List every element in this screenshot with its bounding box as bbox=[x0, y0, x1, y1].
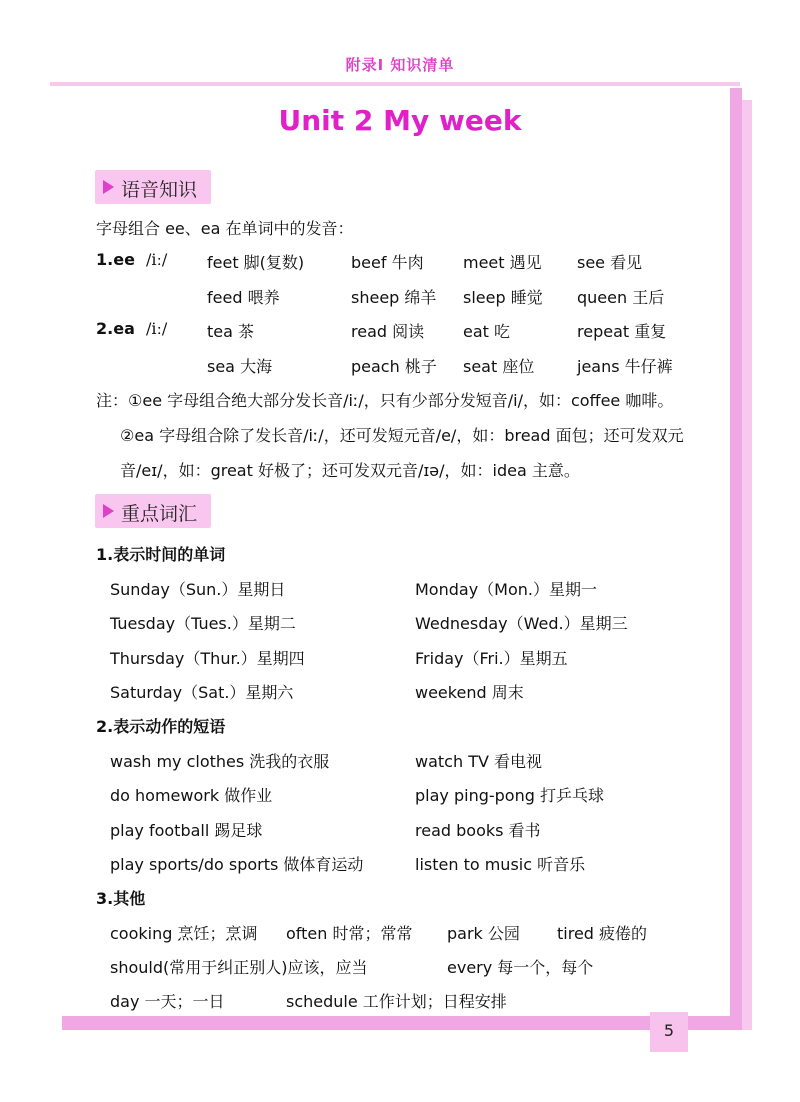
vocab-item: watch TV 看电视 bbox=[415, 752, 542, 771]
note-line: 注：①ee 字母组合绝大部分发长音/iː/，只有少部分发短音/i/，如：coffee 咖啡。 bbox=[96, 391, 674, 410]
vocab-item: tired 疲倦的 bbox=[557, 924, 648, 943]
section-label: 重点词汇 bbox=[121, 503, 198, 525]
vocab-item: Saturday（Sat.）星期六 bbox=[110, 683, 294, 702]
section-tag-vocab bbox=[95, 494, 211, 528]
play-arrow-icon bbox=[103, 180, 114, 194]
word-item: seat 座位 bbox=[463, 357, 535, 376]
page-number: 5 bbox=[650, 1012, 688, 1052]
subsection-title: 3.其他 bbox=[96, 889, 146, 908]
vocab-item: play ping-pong 打乒乓球 bbox=[415, 786, 604, 805]
group-ipa: /iː/ bbox=[146, 250, 168, 269]
header-rule bbox=[50, 82, 740, 86]
vocab-item: Friday（Fri.）星期五 bbox=[415, 649, 568, 668]
vocab-item: do homework 做作业 bbox=[110, 786, 273, 805]
vocab-item: Thursday（Thur.）星期四 bbox=[110, 649, 305, 668]
running-header: 附录Ⅰ 知识清单 bbox=[345, 56, 455, 74]
panel-edge-bottom bbox=[62, 1016, 742, 1030]
vocab-item: Tuesday（Tues.）星期二 bbox=[110, 614, 296, 633]
vocab-item: play sports/do sports 做体育运动 bbox=[110, 855, 364, 874]
word-item: jeans 牛仔裤 bbox=[577, 357, 673, 376]
vocab-item: often 时常；常常 bbox=[286, 924, 413, 943]
word-item: peach 桃子 bbox=[351, 357, 437, 376]
vocab-item: weekend 周末 bbox=[415, 683, 524, 702]
vocab-item: wash my clothes 洗我的衣服 bbox=[110, 752, 330, 771]
vocab-item: cooking 烹饪；烹调 bbox=[110, 924, 258, 943]
word-item: repeat 重复 bbox=[577, 322, 667, 341]
vocab-item: read books 看书 bbox=[415, 821, 541, 840]
vocab-item: listen to music 听音乐 bbox=[415, 855, 586, 874]
word-item: read 阅读 bbox=[351, 322, 425, 341]
phonics-intro: 字母组合 ee、ea 在单词中的发音： bbox=[96, 219, 354, 238]
vocab-item: day 一天；一日 bbox=[110, 992, 225, 1011]
note-line: 音/eɪ/，如：great 好极了；还可发双元音/ɪə/，如：idea 主意。 bbox=[120, 461, 580, 480]
play-arrow-icon bbox=[103, 504, 114, 518]
note-line: ②ea 字母组合除了发长音/iː/，还可发短元音/e/，如：bread 面包；还可发双元 bbox=[120, 426, 684, 445]
vocab-item: every 每一个，每个 bbox=[447, 958, 594, 977]
word-item: queen 王后 bbox=[577, 288, 665, 307]
vocab-item: schedule 工作计划；日程安排 bbox=[286, 992, 507, 1011]
word-item: feed 喂养 bbox=[207, 288, 280, 307]
unit-title: Unit 2 My week bbox=[278, 104, 522, 137]
group-ipa: /iː/ bbox=[146, 319, 168, 338]
word-item: sleep 睡觉 bbox=[463, 288, 543, 307]
subsection-title: 1.表示时间的单词 bbox=[96, 545, 226, 564]
word-item: beef 牛肉 bbox=[351, 253, 424, 272]
word-item: sea 大海 bbox=[207, 357, 273, 376]
section-tag-phonics bbox=[95, 170, 211, 204]
vocab-item: Sunday（Sun.）星期日 bbox=[110, 580, 286, 599]
word-item: tea 茶 bbox=[207, 322, 255, 341]
vocab-item: Wednesday（Wed.）星期三 bbox=[415, 614, 628, 633]
word-item: sheep 绵羊 bbox=[351, 288, 437, 307]
panel-edge-right bbox=[730, 88, 742, 1030]
vocab-item: play football 踢足球 bbox=[110, 821, 263, 840]
word-item: feet 脚(复数) bbox=[207, 253, 305, 272]
word-item: meet 遇见 bbox=[463, 253, 542, 272]
group-label: 2.ea bbox=[96, 319, 135, 338]
word-item: see 看见 bbox=[577, 253, 643, 272]
word-item: eat 吃 bbox=[463, 322, 511, 341]
vocab-item: should(常用于纠正别人)应该，应当 bbox=[110, 958, 368, 977]
subsection-title: 2.表示动作的短语 bbox=[96, 717, 226, 736]
group-label: 1.ee bbox=[96, 250, 135, 269]
vocab-item: park 公园 bbox=[447, 924, 520, 943]
vocab-item: Monday（Mon.）星期一 bbox=[415, 580, 597, 599]
section-label: 语音知识 bbox=[121, 179, 198, 201]
